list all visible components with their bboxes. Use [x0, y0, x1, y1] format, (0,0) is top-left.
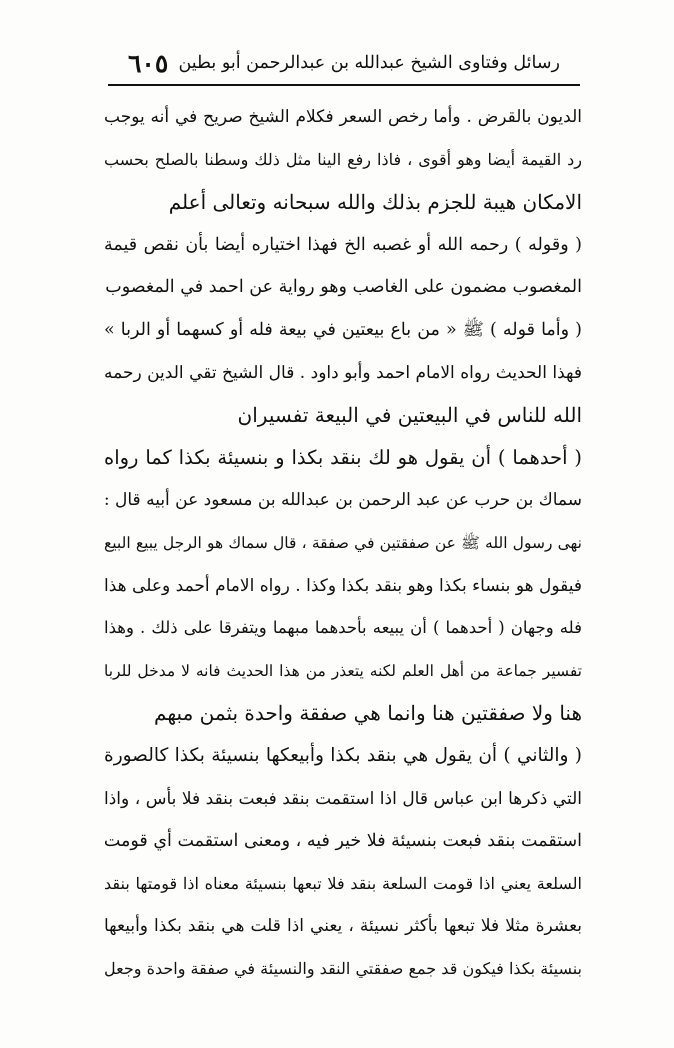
text-line: تفسير جماعة من أهل العلم لكنه يتعذر من هذا الحديث فانه لا مدخل للربا	[104, 661, 582, 680]
text-line: استقمت بنقد فبعت بنسيئة فلا خير فيه ، ومعنى استقمت أي قومت	[104, 831, 582, 852]
page-header	[128, 44, 560, 82]
page-number: ٦٠٥	[128, 48, 169, 78]
text-line: بنسيئة بكذا فيكون قد جمع صفقتي النقد والنسيئة في صفقة واحدة وجعل	[104, 958, 582, 978]
text-line: الامكان هيبة للجزم بذلك والله سبحانه وتعالى أعلم	[168, 190, 582, 215]
text-line: الديون بالقرض . وأما رخص السعر فكلام الشيخ صريح في أنه يوجب	[104, 107, 582, 127]
text-line: فله وجهان ( أحدهما ) أن يبيعه بأحدهما مبهما ويتفرقا على ذلك . وهذا	[104, 618, 582, 638]
text-line: هنا ولا صفقتين هنا وانما هي صفقة واحدة بثمن مبهم	[154, 701, 582, 726]
header-title: رسائل وفتاوى الشيخ عبدالله بن عبدالرحمن أبو بطين	[178, 53, 560, 73]
text-line: نهى رسول الله ﷺ عن صفقتين في صفقة ، قال سماك هو الرجل يبيع البيع	[104, 533, 582, 552]
text-line: ( وقوله ) رحمه الله أو غصبه الخ فهذا اختياره أيضا بأن نقص قيمة	[104, 234, 582, 255]
text-line: ( والثاني ) أن يقول هي بنقد بكذا وأبيعكها بنسيئة بكذا كالصورة	[104, 744, 582, 766]
body-text	[104, 96, 582, 990]
text-line: السلعة يعني اذا قومت السلعة بنقد فلا تبعها بنسيئة معناه اذا قومتها بنقد	[104, 873, 582, 893]
text-line: بعشرة مثلا فلا تبعها بأكثر نسيئة ، يعني اذا قلت هي بنقد بكذا وأبيعها	[104, 916, 582, 937]
text-line: المغصوب مضمون على الغاصب وهو رواية عن احمد في المغصوب	[105, 277, 582, 298]
text-line: رد القيمة أيضا وهو أقوى ، فاذا رفع الينا مثل ذلك وسطنا بالصلح بحسب	[104, 149, 582, 169]
text-line: فهذا الحديث رواه الامام احمد وأبو داود . قال الشيخ تقي الدين رحمه	[104, 362, 582, 383]
text-line: التي ذكرها ابن عباس قال اذا استقمت بنقد فبعت بنقد فلا بأس ، واذا	[104, 788, 582, 809]
text-line: ( أحدهما ) أن يقول هو لك بنقد بكذا و بنسيئة بكذا كما رواه	[104, 445, 582, 469]
text-line: سماك بن حرب عن عبد الرحمن بن عبدالله بن مسعود عن أبيه قال :	[104, 490, 582, 511]
text-line: ( وأما قوله ) ﷺ « من باع بيعتين في بيعة فله أو كسهما أو الربا »	[104, 319, 582, 340]
text-line: فيقول هو بنساء بكذا وهو بنقد بكذا وكذا . رواه الامام أحمد وعلى هذا	[104, 575, 582, 596]
header-divider	[108, 84, 580, 86]
text-line: الله للناس في البيعتين في البيعة تفسيران	[237, 403, 582, 428]
